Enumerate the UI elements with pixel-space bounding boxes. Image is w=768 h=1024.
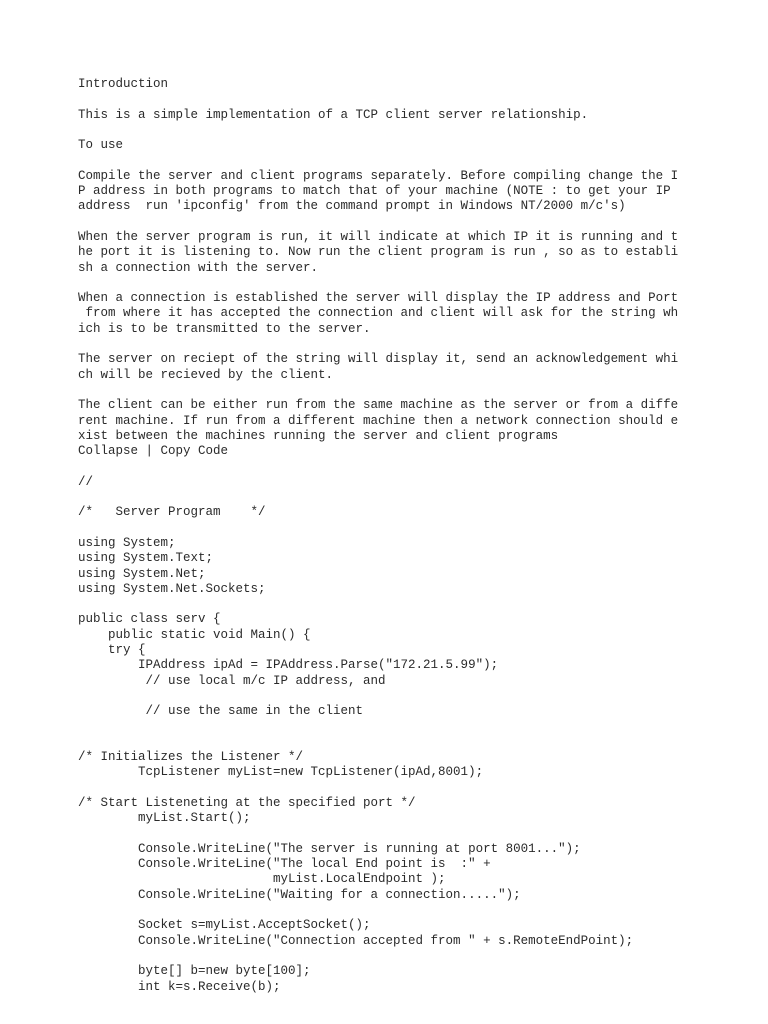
paragraph-compile [78, 169, 718, 215]
intro-text: This is a simple implementation of a TCP client server relationship. [78, 107, 589, 122]
code-line: using System.Net.Sockets; [78, 581, 266, 596]
code-line: IPAddress ipAd = IPAddress.Parse("172.21.5.99"); [78, 658, 499, 673]
code-line [78, 521, 718, 536]
paragraph-line: P address in both programs to match that of your machine (NOTE : to get your IP [78, 184, 671, 199]
code-line: using System.Text; [78, 551, 214, 566]
paragraph-line: sh a connection with the server. [78, 260, 319, 275]
paragraph-line: xist between the machines running the server and client programs [78, 428, 559, 443]
code-line: myList.Start(); [78, 811, 251, 826]
code-line: try { [78, 642, 146, 657]
paragraph-client-machine [78, 398, 718, 444]
spacer [78, 337, 718, 352]
paragraph-server-run [78, 230, 718, 276]
spacer [78, 215, 718, 230]
document-page [78, 77, 718, 995]
code-line: public class serv { [78, 612, 221, 627]
code-line: using System.Net; [78, 566, 206, 581]
code-line: Console.WriteLine("The server is running at port 8001..."); [78, 841, 581, 856]
code-line [78, 490, 718, 505]
spacer [78, 123, 718, 138]
code-line [78, 735, 718, 750]
spacer [78, 153, 718, 168]
spacer [78, 276, 718, 291]
paragraph-line: The server on reciept of the string will display it, send an acknowledgement whi [78, 352, 679, 367]
paragraph-receipt [78, 352, 718, 383]
paragraph-line: he port it is listening to. Now run the client program is run , so as to establi [78, 245, 679, 260]
code-line: Console.WriteLine("The local End point is :" + [78, 857, 491, 872]
paragraph-line: When the server program is run, it will indicate at which IP it is running and t [78, 229, 679, 244]
code-line: // [78, 474, 94, 489]
code-line [78, 949, 718, 964]
paragraph-line: ch will be recieved by the client. [78, 367, 334, 382]
code-line: /* Start Listeneting at the specified port */ [78, 795, 416, 810]
code-line: Console.WriteLine("Connection accepted from " + s.RemoteEndPoint); [78, 933, 634, 948]
section-heading-to-use: To use [78, 138, 124, 153]
code-line [78, 597, 718, 612]
code-line: public static void Main() { [78, 627, 311, 642]
code-line [78, 903, 718, 918]
code-line: // use local m/c IP address, and [78, 673, 386, 688]
paragraph-line: address run 'ipconfig' from the command prompt in Windows NT/2000 m/c's) [78, 199, 626, 214]
code-toolbar-collapse-copy[interactable]: Collapse | Copy Code [78, 444, 229, 459]
paragraph-line: The client can be either run from the same machine as the server or from a diffe [78, 398, 679, 413]
paragraph-line: When a connection is established the server will display the IP address and Port [78, 291, 679, 306]
code-line: int k=s.Receive(b); [78, 979, 281, 994]
paragraph-line: rent machine. If run from a different machine then a network connection should e [78, 413, 679, 428]
code-line: Socket s=myList.AcceptSocket(); [78, 918, 371, 933]
code-line [78, 719, 718, 734]
code-line [78, 827, 718, 842]
code-line: /* Server Program */ [78, 505, 266, 520]
paragraph-connection [78, 291, 718, 337]
code-line: TcpListener myList=new TcpListener(ipAd,8001); [78, 765, 484, 780]
code-line: Console.WriteLine("Waiting for a connection....."); [78, 887, 521, 902]
code-line [78, 689, 718, 704]
paragraph-line: Compile the server and client programs separately. Before compiling change the I [78, 168, 679, 183]
page-title: Introduction [78, 77, 169, 91]
spacer [78, 92, 718, 107]
spacer [78, 459, 718, 474]
code-line: /* Initializes the Listener */ [78, 750, 304, 765]
code-line: using System; [78, 535, 176, 550]
code-line: // use the same in the client [78, 704, 364, 719]
paragraph-line: from where it has accepted the connection and client will ask for the string wh [78, 306, 679, 321]
paragraph-line: ich is to be transmitted to the server. [78, 321, 371, 336]
code-line: myList.LocalEndpoint ); [78, 872, 446, 887]
code-line [78, 781, 718, 796]
code-block [78, 475, 718, 995]
spacer [78, 383, 718, 398]
code-line: byte[] b=new byte[100]; [78, 964, 311, 979]
